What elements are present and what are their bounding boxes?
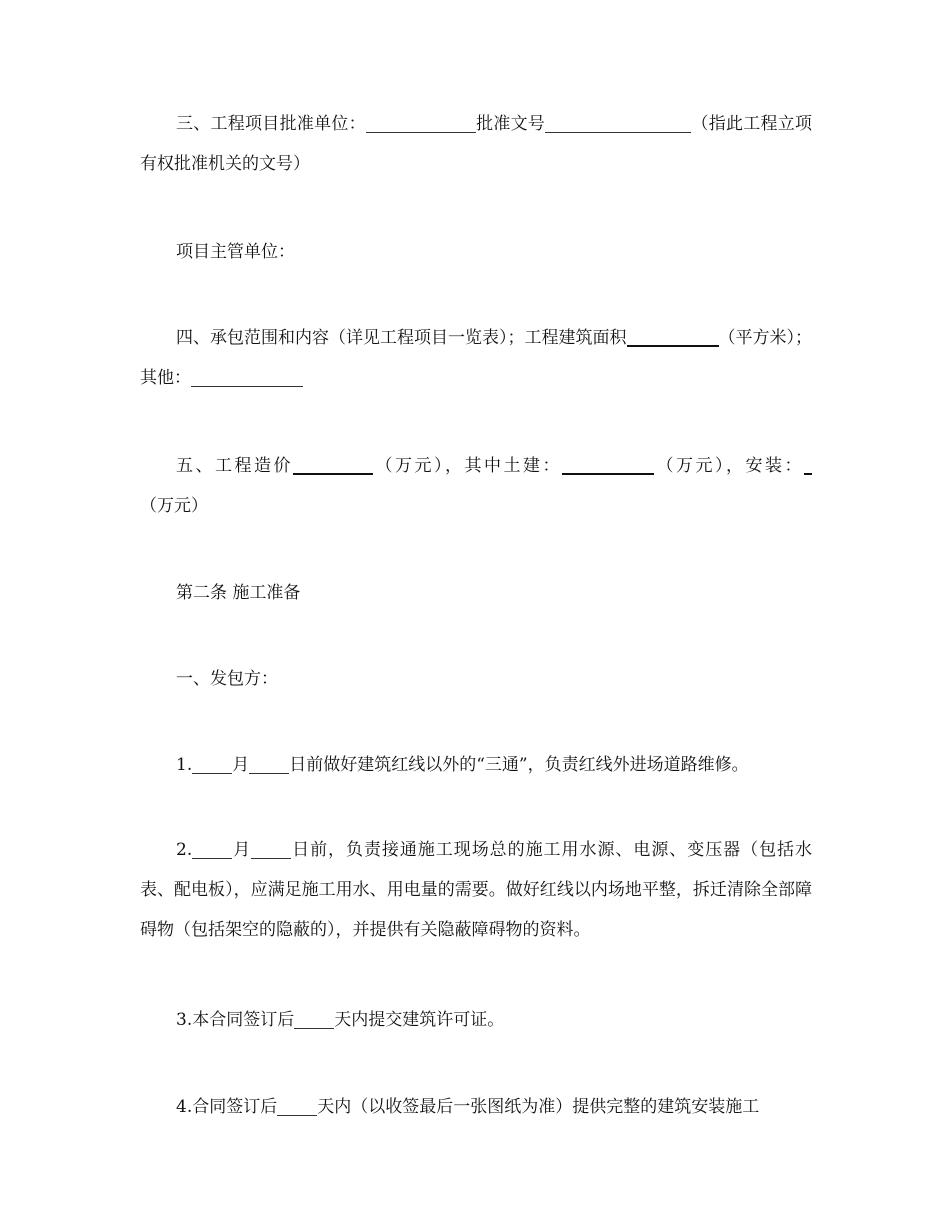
item-2-month-blank	[192, 840, 232, 859]
item-2-number: 2.	[176, 840, 193, 860]
item-1	[140, 745, 812, 785]
approval-unit-label: 三、工程项目批准单位：	[176, 114, 366, 134]
scope-paragraph	[140, 318, 812, 398]
section-heading	[140, 573, 812, 613]
civil-cost-blank	[562, 455, 654, 475]
item-1-number: 1.	[176, 755, 193, 775]
item-3	[140, 1000, 812, 1040]
employer-heading	[140, 659, 812, 699]
scope-text: 四、承包范围和内容（详见工程项目一览表）；工程建筑面积	[176, 328, 627, 348]
item-1-month-blank	[192, 755, 232, 774]
item-4-days-blank	[277, 1097, 317, 1116]
civil-label: （万元），其中土建：	[373, 456, 562, 476]
cost-paragraph	[140, 446, 812, 526]
item-2	[140, 830, 812, 950]
project-approval-paragraph	[140, 104, 812, 184]
section-title: 第二条 施工准备	[176, 583, 301, 603]
item-2-month: 月	[232, 840, 252, 860]
cost-label: 五、工程造价	[176, 456, 293, 476]
supervising-unit-label: 项目主管单位：	[176, 242, 295, 262]
total-cost-blank	[293, 455, 373, 475]
approval-unit-blank	[366, 114, 476, 133]
approval-number-label: 批准文号	[475, 114, 546, 134]
building-area-blank	[627, 327, 719, 347]
item-3-days-blank	[294, 1010, 334, 1029]
item-1-day-blank	[249, 755, 289, 774]
item-4-text-b: 天内（以收签最后一张图纸为准）提供完整的建筑安装施工	[317, 1097, 760, 1117]
item-2-day-blank	[251, 840, 291, 859]
area-unit-other-label: （平方米）；其他：	[140, 328, 812, 388]
item-3-text-b: 天内提交建筑许可证。	[334, 1010, 505, 1030]
approval-note: （指此工程立项有权批准机关的文号）	[140, 114, 813, 174]
install-label: （万元），安装：	[654, 456, 804, 476]
item-1-text: 日前做好建筑红线以外的“三通”，负责红线外进场道路维修。	[289, 755, 749, 775]
item-2-text: 日前，负责接通施工现场总的施工用水源、电源、变压器（包括水表、配电板），应满足施工用水、用电量的需要。做好红线以内场地平整，拆迁清除全部障碍物（包括架空的隐蔽的），并提供有关隐蔽障碍物的资料。	[140, 840, 813, 940]
approval-number-blank	[545, 114, 691, 133]
employer-label: 一、发包方：	[176, 669, 278, 689]
item-3-text-a: 3.本合同签订后	[176, 1010, 295, 1030]
item-4-text-a: 4.合同签订后	[176, 1097, 278, 1117]
install-cost-blank	[804, 455, 812, 475]
other-blank	[191, 368, 303, 387]
supervising-unit-paragraph	[140, 232, 812, 272]
item-1-month: 月	[232, 755, 250, 775]
item-4	[140, 1087, 812, 1127]
install-unit: （万元）	[140, 496, 208, 516]
